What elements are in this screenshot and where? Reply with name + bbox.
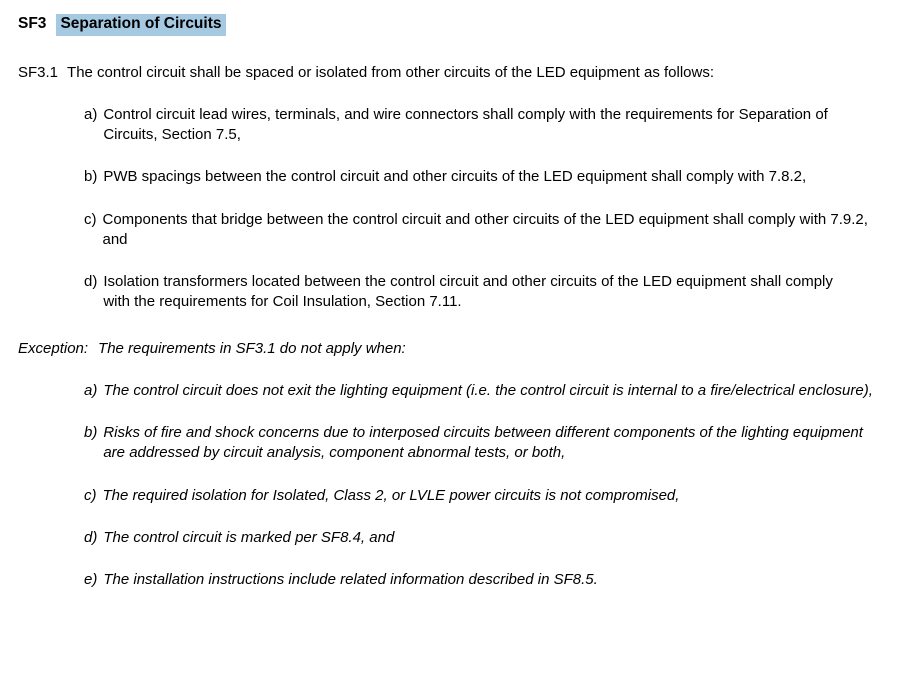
list-item	[84, 381, 886, 401]
section-heading	[18, 14, 886, 36]
list-item-text: The installation instructions include related information described in SF8.5.	[103, 571, 598, 589]
list-item	[84, 486, 886, 506]
list-item-text: The required isolation for Isolated, Class 2, or LVLE power circuits is not compromised,	[102, 486, 680, 504]
exception-intro	[18, 339, 886, 359]
list-item-marker: a)	[84, 105, 98, 123]
clause-number: SF3.1	[18, 63, 59, 81]
exception-text: The requirements in SF3.1 do not apply when:	[98, 339, 406, 357]
list-item-marker: b)	[84, 168, 98, 186]
clause-text: The control circuit shall be spaced or isolated from other circuits of the LED equipment as follows:	[67, 63, 715, 81]
list-item-marker: b)	[84, 424, 98, 442]
list-item-marker: c)	[84, 486, 97, 504]
list-item-text: PWB spacings between the control circuit and other circuits of the LED equipment shall comply with 7.8.2,	[103, 168, 807, 186]
list-item-text: The control circuit is marked per SF8.4, and	[103, 528, 395, 546]
list-item-marker: e)	[84, 571, 98, 589]
list-item-text: Control circuit lead wires, terminals, and wire connectors shall comply with the requirements for Separation of Circuits, Section 7.5,	[103, 105, 828, 144]
list-item	[84, 210, 886, 251]
list-item-marker: a)	[84, 381, 98, 399]
list-item-text: Risks of fire and shock concerns due to interposed circuits between different components of the lighting equipment are addressed by circuit analysis, component abnormal tests, or both,	[103, 424, 863, 462]
list-item	[84, 167, 874, 187]
exception-sub-items	[14, 381, 886, 591]
list-item	[84, 570, 886, 590]
list-item	[84, 528, 886, 548]
list-item	[84, 272, 844, 313]
section-number: SF3	[18, 15, 47, 32]
list-item-marker: d)	[84, 528, 98, 546]
exception-label: Exception:	[18, 339, 89, 357]
section-title: Separation of Circuits	[56, 14, 225, 36]
list-item-text: Components that bridge between the control circuit and other circuits of the LED equipment shall comply with 7.9.2, and	[102, 210, 868, 248]
list-item	[84, 105, 886, 146]
list-item-marker: d)	[84, 273, 98, 291]
list-item-text: Isolation transformers located between the control circuit and other circuits of the LED equipment shall comply with the requirements for Coil Insulation, Section 7.11.	[103, 273, 833, 311]
list-item	[84, 423, 886, 464]
clause-sub-items	[14, 105, 886, 313]
list-item-marker: c)	[84, 210, 97, 228]
clause-sf3-1	[18, 63, 886, 83]
list-item-text: The control circuit does not exit the lighting equipment (i.e. the control circuit is internal to a fire/electrical enclosure),	[103, 381, 873, 399]
